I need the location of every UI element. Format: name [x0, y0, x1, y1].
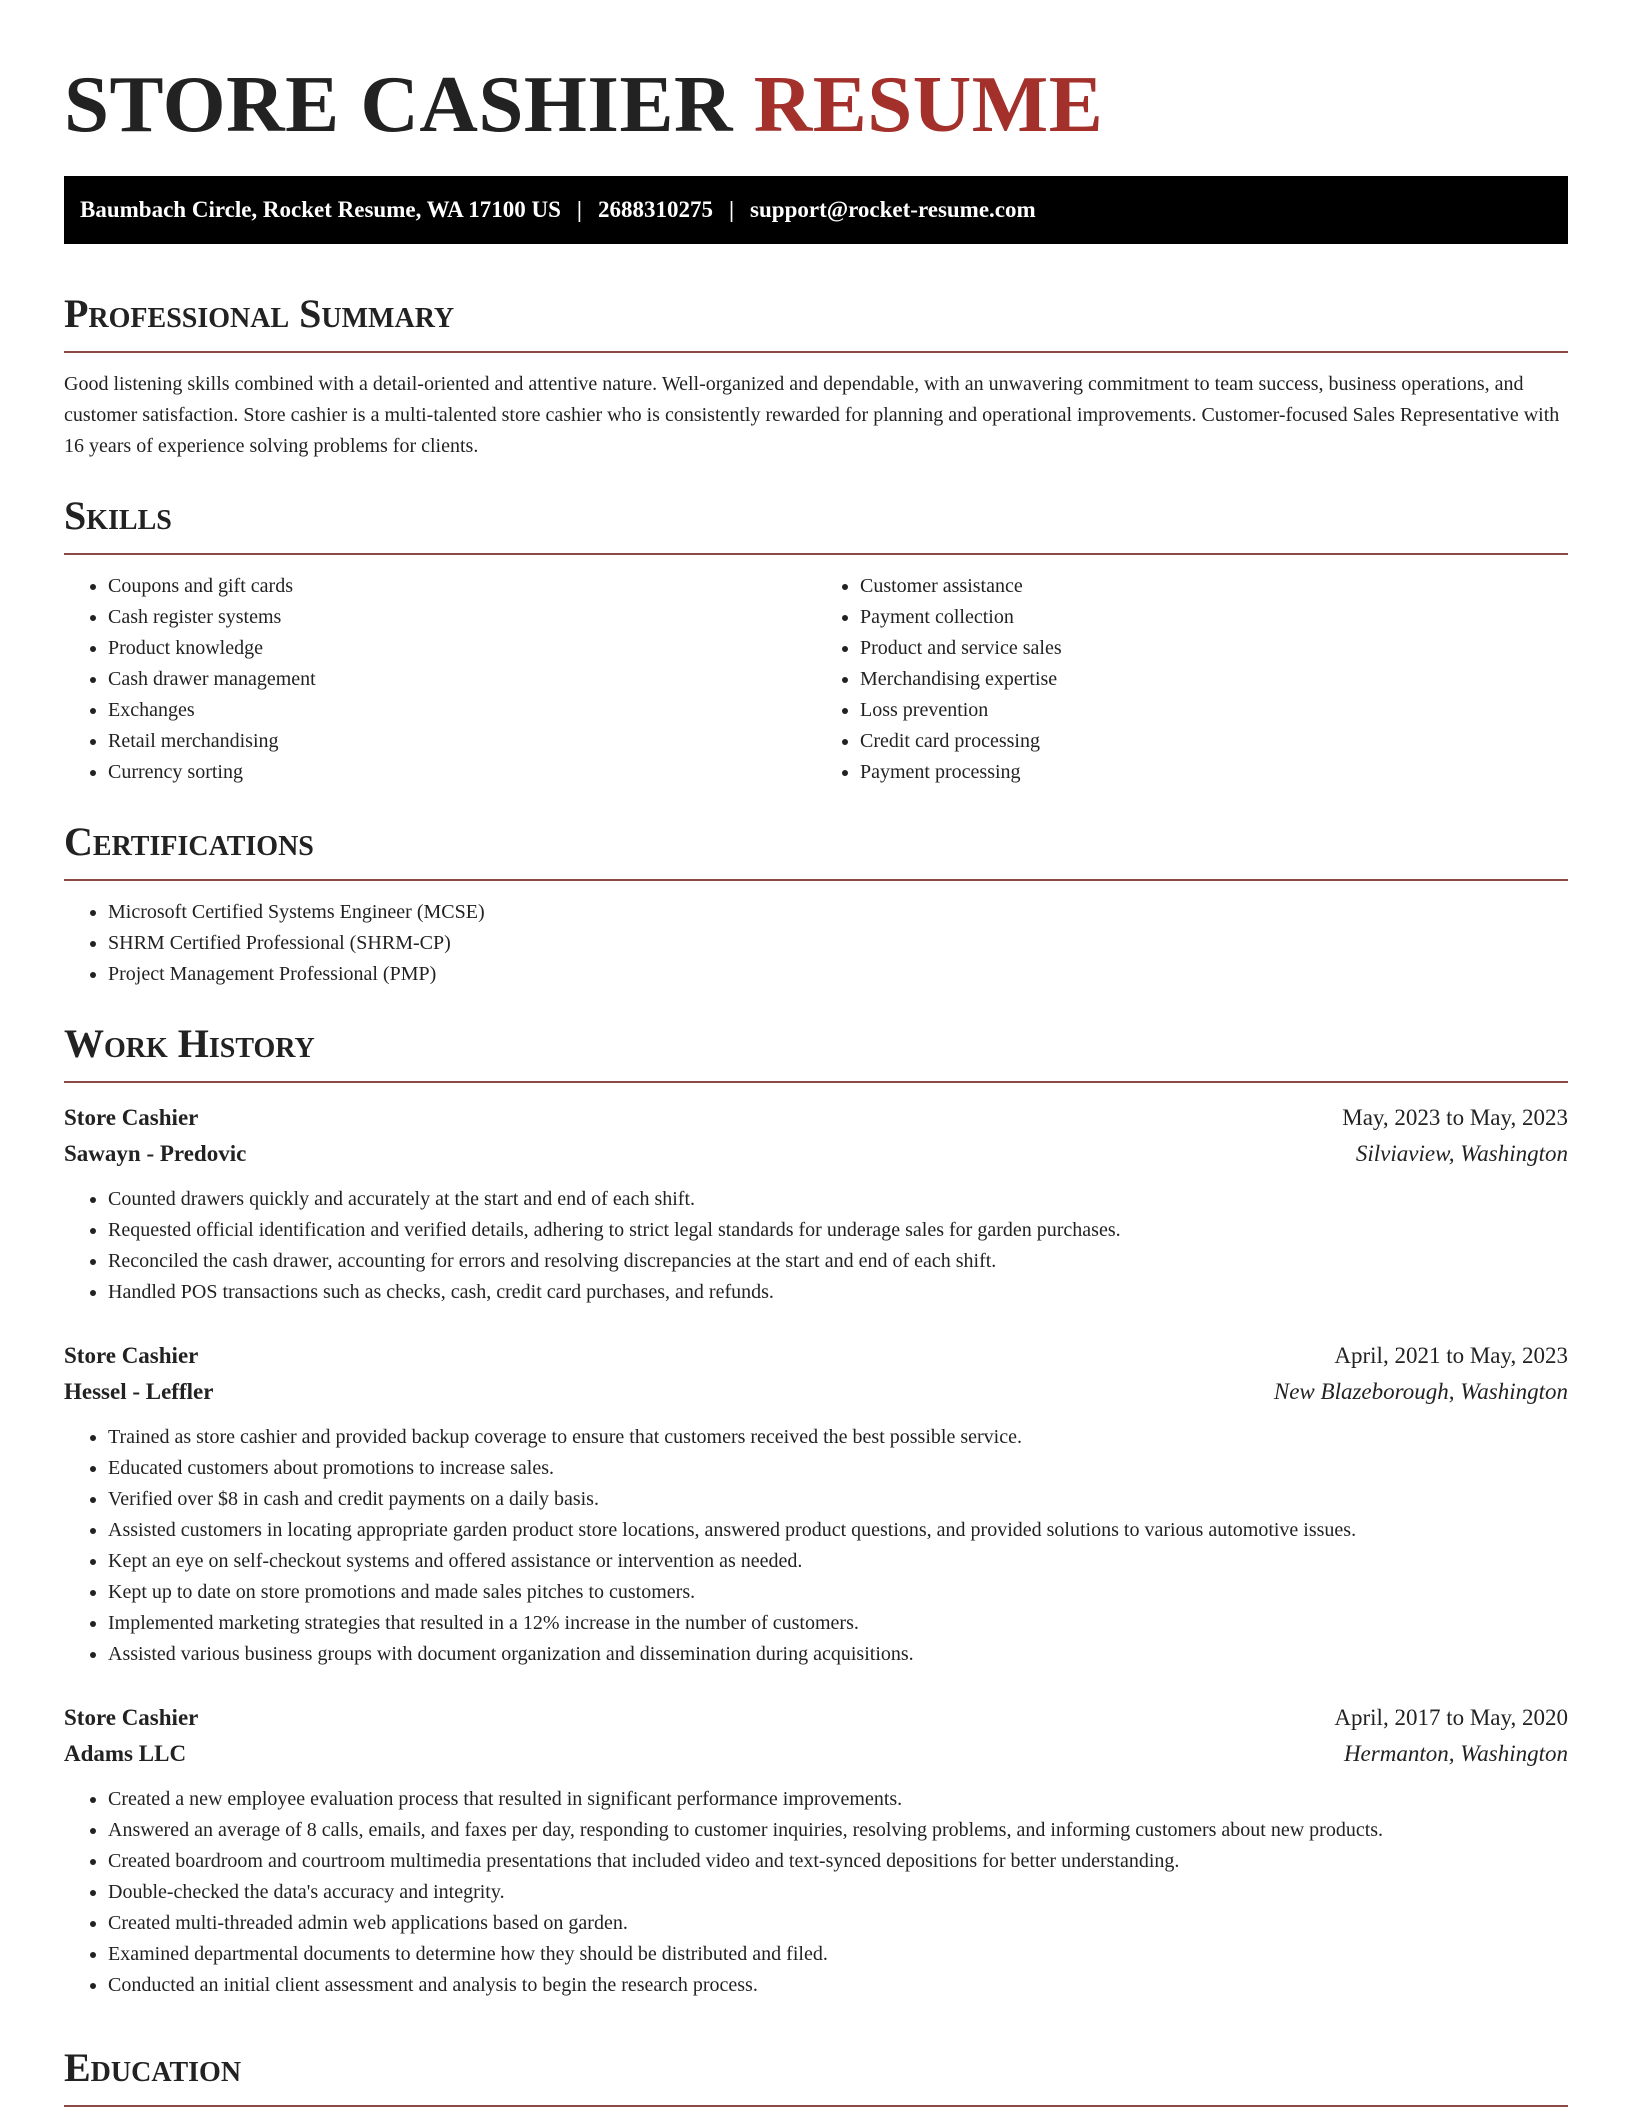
job-header-row [64, 1100, 1568, 1136]
job-dates: May, 2023 to May, 2023 [1342, 1105, 1568, 1130]
resume-title [64, 0, 1568, 176]
section-rule [64, 553, 1568, 555]
summary-section [64, 290, 1568, 338]
section-title-summary: Professional Summary [64, 291, 455, 336]
job-bullets [64, 1784, 1568, 2001]
work-history-list [64, 1100, 1568, 2001]
job-title: Store Cashier [64, 1105, 199, 1130]
list-item: • Retail merchandising [108, 726, 816, 757]
list-item: • Exchanges [108, 695, 816, 726]
section-title-work: Work History [64, 1021, 315, 1066]
title-part-1: STORE CASHIER [64, 59, 733, 149]
list-item: • Trained as store cashier and provided backup coverage to ensure that customers received the best possible service. [108, 1422, 1568, 1453]
job-company-row [64, 1136, 1568, 1172]
job-header-row [64, 1700, 1568, 1736]
job-company-row [64, 1736, 1568, 1772]
skills-list [64, 571, 1568, 788]
list-item: • Payment processing [860, 757, 1568, 788]
list-item: • Created boardroom and courtroom multimedia presentations that included video and text-synced depositions for better understanding. [108, 1846, 1568, 1877]
job-dates: April, 2021 to May, 2023 [1334, 1343, 1568, 1368]
job-company: Sawayn - Predovic [64, 1141, 247, 1166]
certifications-section [64, 818, 1568, 866]
job-bullets [64, 1422, 1568, 1670]
list-item: • Cash register systems [108, 602, 816, 633]
separator: | [576, 197, 582, 222]
skills-section [64, 492, 1568, 540]
list-item: • Product knowledge [108, 633, 816, 664]
job-location: New Blazeborough, Washington [1273, 1379, 1568, 1404]
skills-left-column [64, 571, 816, 788]
job-bullets [64, 1184, 1568, 1308]
email: support@rocket-resume.com [750, 197, 1036, 222]
list-item: • Verified over $8 in cash and credit payments on a daily basis. [108, 1484, 1568, 1515]
phone: 2688310275 [597, 197, 713, 222]
job-entry [64, 1100, 1568, 1308]
job-company: Hessel - Leffler [64, 1379, 214, 1404]
list-item: • Microsoft Certified Systems Engineer (MCSE) [108, 897, 1568, 928]
section-title-certifications: Certifications [64, 819, 314, 864]
list-item: • Product and service sales [860, 633, 1568, 664]
list-item: • Kept an eye on self-checkout systems and offered assistance or intervention as needed. [108, 1546, 1568, 1577]
list-item: • Conducted an initial client assessment and analysis to begin the research process. [108, 1970, 1568, 2001]
job-header-row [64, 1338, 1568, 1374]
list-item: • Project Management Professional (PMP) [108, 959, 1568, 990]
list-item: • Answered an average of 8 calls, emails, and faxes per day, responding to customer inquiries, resolving problems, and informing customers about new products. [108, 1815, 1568, 1846]
list-item: • Loss prevention [860, 695, 1568, 726]
address: Baumbach Circle, Rocket Resume, WA 17100 US [80, 197, 561, 222]
section-title-education: Education [64, 2045, 242, 2090]
list-item: • Currency sorting [108, 757, 816, 788]
list-item: • Reconciled the cash drawer, accounting for errors and resolving discrepancies at the start and end of each shift. [108, 1246, 1568, 1277]
list-item: • Assisted customers in locating appropriate garden product store locations, answered product questions, and provided solutions to various automotive issues. [108, 1515, 1568, 1546]
list-item: • Implemented marketing strategies that resulted in a 12% increase in the number of customers. [108, 1608, 1568, 1639]
title-part-2: RESUME [753, 59, 1104, 149]
section-rule [64, 351, 1568, 353]
education-section [64, 2044, 1568, 2092]
list-item: • Double-checked the data's accuracy and integrity. [108, 1877, 1568, 1908]
list-item: • Kept up to date on store promotions and made sales pitches to customers. [108, 1577, 1568, 1608]
section-rule [64, 2105, 1568, 2107]
list-item: • Educated customers about promotions to increase sales. [108, 1453, 1568, 1484]
list-item: • Payment collection [860, 602, 1568, 633]
skills-right-column [816, 571, 1568, 788]
job-entry [64, 1338, 1568, 1670]
list-item: • Created a new employee evaluation process that resulted in significant performance improvements. [108, 1784, 1568, 1815]
list-item: • Handled POS transactions such as checks, cash, credit card purchases, and refunds. [108, 1277, 1568, 1308]
list-item: • Counted drawers quickly and accurately at the start and end of each shift. [108, 1184, 1568, 1215]
list-item: • Assisted various business groups with document organization and dissemination during acquisitions. [108, 1639, 1568, 1670]
list-item: • Requested official identification and verified details, adhering to strict legal standards for underage sales for garden purchases. [108, 1215, 1568, 1246]
list-item: • Customer assistance [860, 571, 1568, 602]
section-rule [64, 1081, 1568, 1083]
list-item: • Examined departmental documents to determine how they should be distributed and filed. [108, 1939, 1568, 1970]
job-dates: April, 2017 to May, 2020 [1334, 1705, 1568, 1730]
list-item: • Merchandising expertise [860, 664, 1568, 695]
contact-bar [64, 176, 1568, 244]
job-title: Store Cashier [64, 1343, 199, 1368]
job-company-row [64, 1374, 1568, 1410]
job-location: Silviaview, Washington [1355, 1141, 1568, 1166]
job-entry [64, 1700, 1568, 2001]
list-item: • SHRM Certified Professional (SHRM-CP) [108, 928, 1568, 959]
job-title: Store Cashier [64, 1705, 199, 1730]
separator: | [728, 197, 735, 222]
job-company: Adams LLC [64, 1741, 187, 1766]
list-item: • Credit card processing [860, 726, 1568, 757]
section-title-skills: Skills [64, 493, 172, 538]
list-item: • Created multi-threaded admin web applications based on garden. [108, 1908, 1568, 1939]
certifications-list [64, 897, 1568, 990]
job-location: Hermanton, Washington [1343, 1741, 1568, 1766]
section-rule [64, 879, 1568, 881]
work-section [64, 1020, 1568, 1068]
summary-text: Good listening skills combined with a detail-oriented and attentive nature. Well-organized and dependable, with an unwavering commitment to team success, business operations, and customer satisfaction. Store cashier is a multi-talented store cashier who is consistently rewarded for planning and operational improvements. Customer-focused Sales Representative with 16 years of experience solving problems for clients. [64, 373, 1560, 457]
list-item: • Cash drawer management [108, 664, 816, 695]
list-item: • Coupons and gift cards [108, 571, 816, 602]
